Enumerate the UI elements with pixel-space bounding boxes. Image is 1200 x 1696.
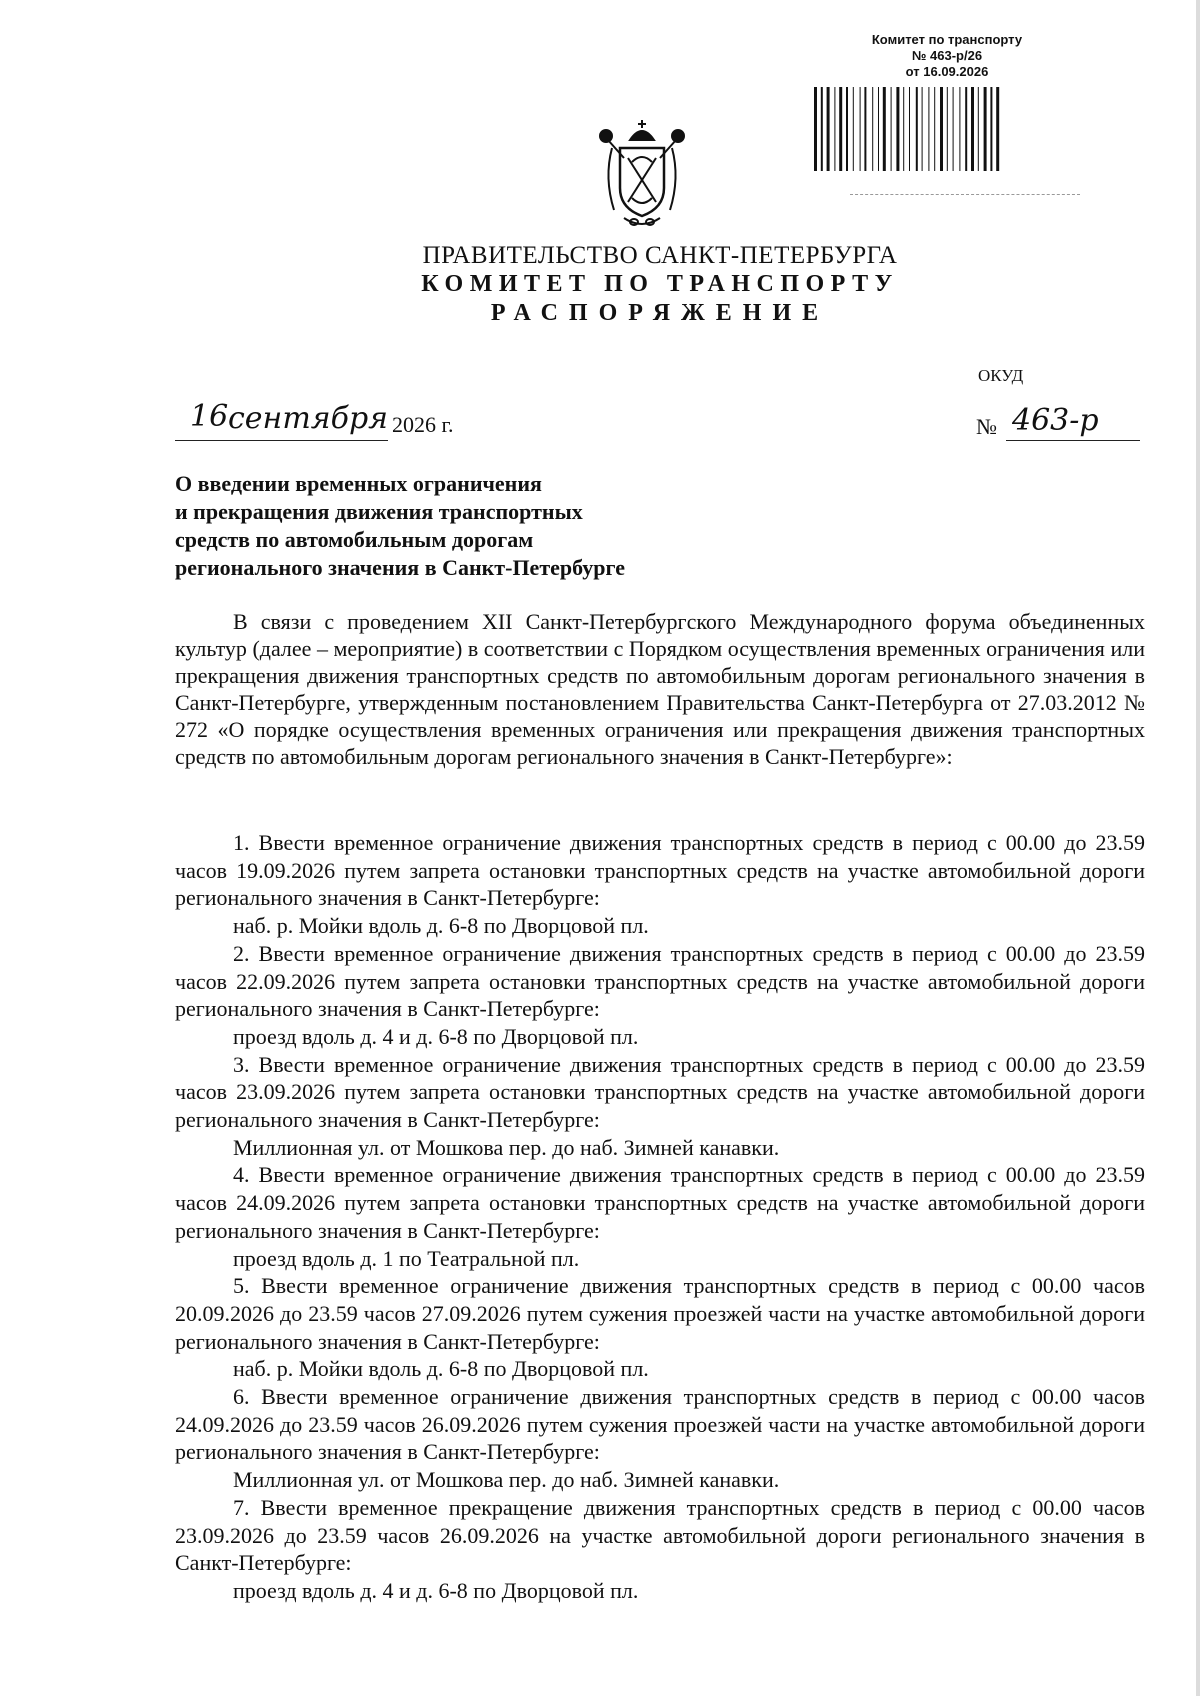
- barcode-bar: [903, 87, 904, 171]
- preamble-text: В связи с проведением XII Санкт-Петербургского Международного форума объединенных культур (далее – мероприятие) в соответствии с Порядком осуществления временных ограничения или прекращения движения транспортных средств по автомобильным дорогам регионального значения в Санкт-Петербурге, утвержденным постановлением Правительства Санкт-Петербурга от 27.03.2012 № 272 «О порядке осуществления временных ограничения или прекращения движения транспортных средств по автомобильным дорогам регионального значения в Санкт-Петербурге»:: [175, 609, 1145, 769]
- barcode-bar: [978, 87, 979, 171]
- stamp-line: Комитет по транспорту: [871, 32, 1023, 47]
- barcode-bar: [821, 87, 823, 171]
- barcode-bar: [827, 87, 830, 171]
- order-item-address: проезд вдоль д. 1 по Театральной пл.: [233, 1245, 580, 1271]
- order-item: 5. Ввести временное ограничение движения транспортных средств в период с 00.00 часов 20.09.2026 до 23.59 часов 27.09.2026 путем сужения проезжей части на участке автомобильной дороги регионального значения в Санкт-Петербурге:: [175, 1273, 1145, 1354]
- order-item-address: наб. р. Мойки вдоль д. 6-8 по Дворцовой пл.: [233, 1356, 649, 1382]
- handwritten-day: 16: [190, 399, 229, 434]
- coat-of-arms-emblem-icon: [594, 118, 690, 230]
- title-line: О введении временных ограничения: [175, 471, 542, 496]
- barcode-bar: [814, 87, 817, 171]
- barcode: [812, 87, 1077, 171]
- government-name: ПРАВИТЕЛЬСТВО САНКТ-ПЕТЕРБУРГА: [422, 242, 898, 269]
- order-item: 1. Ввести временное ограничение движения транспортных средств в период с 00.00 до 23.59 часов 19.09.2026 путем запрета остановки транспортных средств на участке автомобильной дороги регионального значения в Санкт-Петербурге:: [175, 830, 1145, 911]
- barcode-bar: [864, 87, 866, 171]
- order-item-address: проезд вдоль д. 4 и д. 6-8 по Дворцовой пл.: [233, 1023, 639, 1049]
- barcode-bar: [839, 87, 842, 171]
- barcode-bar: [872, 87, 873, 171]
- handwritten-month: сентября: [228, 401, 389, 436]
- barcode-bar: [891, 87, 892, 171]
- barcode-bar: [909, 87, 910, 171]
- preamble: [175, 608, 1145, 770]
- barcode-bar: [846, 87, 848, 171]
- order-item-address: проезд вдоль д. 4 и д. 6-8 по Дворцовой пл.: [233, 1577, 639, 1603]
- date-underline: [175, 440, 388, 441]
- order-item: 7. Ввести временное прекращение движения транспортных средств в период с 00.00 часов 23.09.2026 до 23.59 часов 26.09.2026 на участке автомобильной дороги регионального значения в Санкт-Петербурге:: [175, 1494, 1145, 1576]
- barcode-bar: [953, 87, 954, 171]
- order-item-address: Миллионная ул. от Мошкова пер. до наб. Зимней канавки.: [233, 1467, 780, 1493]
- barcode-underline: [850, 194, 1080, 196]
- title-line: и прекращения движения транспортных: [175, 499, 583, 524]
- date-year: 2026 г.: [392, 412, 454, 437]
- barcode-bar: [860, 87, 861, 171]
- barcode-bar: [928, 87, 929, 171]
- order-item-address: Миллионная ул. от Мошкова пер. до наб. Зимней канавки.: [233, 1134, 780, 1160]
- stamp-line: от 16.09.2026: [905, 64, 989, 79]
- number-sign: №: [976, 414, 997, 439]
- barcode-bar: [940, 87, 943, 171]
- handwritten-number: 463-р: [1012, 403, 1099, 438]
- barcode-bar: [922, 87, 923, 171]
- order-item-address: наб. р. Мойки вдоль д. 6-8 по Дворцовой пл.: [233, 913, 649, 939]
- okud-label: ОКУД: [978, 366, 1024, 385]
- barcode-bar: [984, 87, 987, 171]
- barcode-bar: [883, 87, 886, 171]
- title-line: регионального значения в Санкт-Петербурге: [175, 555, 625, 580]
- barcode-bar: [947, 87, 948, 171]
- order-items: [175, 829, 1145, 1605]
- barcode-bar: [834, 87, 835, 171]
- barcode-bar: [916, 87, 918, 171]
- barcode-bar: [996, 87, 999, 171]
- registration-stamp: [812, 32, 1082, 80]
- barcode-bar: [896, 87, 899, 171]
- barcode-bar: [934, 87, 935, 171]
- order-item: 4. Ввести временное ограничение движения транспортных средств в период с 00.00 до 23.59 часов 24.09.2026 путем запрета остановки транспортных средств на участке автомобильной дороги регионального значения в Санкт-Петербурге:: [175, 1162, 1145, 1243]
- committee-name: КОМИТЕТ ПО ТРАНСПОРТУ: [421, 271, 899, 297]
- barcode-bar: [971, 87, 974, 171]
- barcode-bar: [878, 87, 879, 171]
- barcode-bar: [853, 87, 854, 171]
- document-type: РАСПОРЯЖЕНИЕ: [490, 300, 830, 326]
- title-line: средств по автомобильным дорогам: [175, 527, 534, 552]
- order-item: 6. Ввести временное ограничение движения транспортных средств в период с 00.00 часов 24.09.2026 до 23.59 часов 26.09.2026 путем сужения проезжей части на участке автомобильной дороги регионального значения в Санкт-Петербурге:: [175, 1384, 1145, 1465]
- order-item: 2. Ввести временное ограничение движения транспортных средств в период с 00.00 до 23.59 часов 22.09.2026 путем запрета остановки транспортных средств на участке автомобильной дороги регионального значения в Санкт-Петербурге:: [175, 940, 1145, 1022]
- barcode-bar: [959, 87, 960, 171]
- barcode-bar: [965, 87, 967, 171]
- order-item: 3. Ввести временное ограничение движения транспортных средств в период с 00.00 до 23.59 часов 23.09.2026 путем запрета остановки транспортных средств на участке автомобильной дороги регионального значения в Санкт-Петербурге:: [175, 1051, 1145, 1133]
- stamp-line: № 463-р/26: [911, 48, 983, 63]
- number-underline: [1006, 440, 1140, 441]
- barcode-bar: [990, 87, 992, 171]
- document-title: [175, 470, 625, 582]
